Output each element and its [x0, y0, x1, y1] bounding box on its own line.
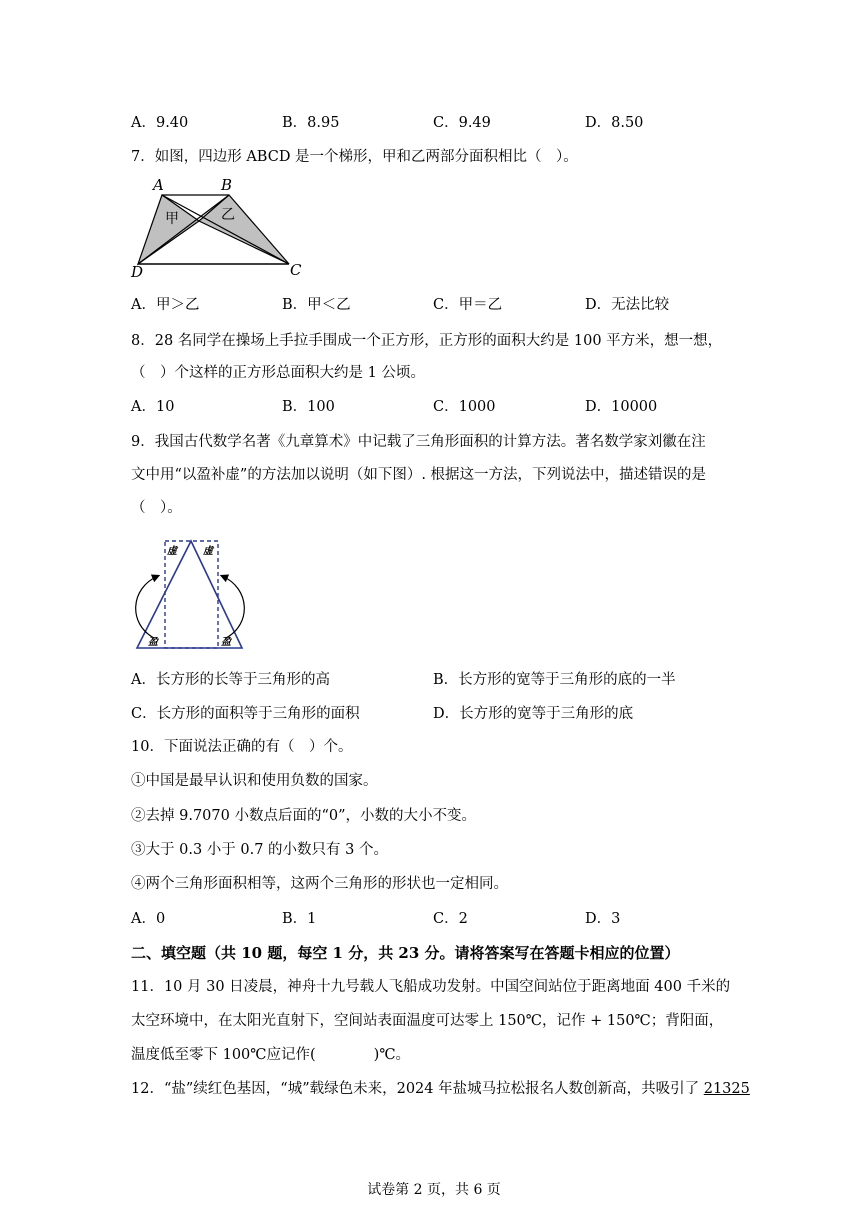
q9-option-d: D．长方形的宽等于三角形的底: [433, 706, 634, 722]
label-c: C: [290, 261, 302, 279]
q9-option-a: A．长方形的长等于三角形的高: [131, 672, 330, 688]
q6-option-a: A．9.40: [131, 115, 189, 131]
q9-stem-line1: 9．我国古代数学名著《九章算术》中记载了三角形面积的计算方法。著名数学家刘徽在注: [131, 434, 706, 450]
label-d: D: [131, 263, 144, 281]
label-xu-right: 虚: [203, 546, 213, 557]
label-ying-left: 盈: [148, 637, 158, 648]
label-a: A: [153, 176, 164, 194]
q7-option-d: D．无法比较: [585, 297, 670, 313]
q10-option-d: D．3: [585, 911, 621, 927]
q10-statement-4: ④两个三角形面积相等，这两个三角形的形状也一定相同。: [131, 876, 508, 892]
q8-option-d: D．10000: [585, 399, 658, 415]
q10-statement-3: ③大于 0.3 小于 0.7 的小数只有 3 个。: [131, 842, 388, 858]
page-footer: 试卷第 2 页，共 6 页: [367, 1182, 501, 1198]
q10-statement-2: ②去掉 9.7070 小数点后面的“0”，小数的大小不变。: [131, 808, 477, 824]
label-jia: 甲: [165, 211, 179, 227]
q6-option-d: D．8.50: [585, 115, 644, 131]
region-jia: [138, 195, 199, 264]
q9-option-c: C．长方形的面积等于三角形的面积: [131, 706, 360, 722]
q9-stem-line2: 文中用“以盈补虚”的方法加以说明（如下图）. 根据这一方法，下列说法中，描述错误的是: [131, 467, 707, 483]
q12-text: 12．“盐”续红色基因，“城”载绿色未来，2024 年盐城马拉松报名人数创新高，共吸引了: [131, 1081, 704, 1097]
q10-option-c: C．2: [433, 911, 468, 927]
q8-option-c: C．1000: [433, 399, 496, 415]
section-heading: 二、填空题（共 10 题，每空 1 分，共 23 分。请将答案写在答题卡相应的位置）: [131, 944, 680, 962]
triangle-outline: [137, 541, 242, 648]
q11-line2: 太空环境中，在太阳光直射下，空间站表面温度可达零上 150℃，记作 + 150℃；背阳面，: [131, 1013, 724, 1029]
q8-option-a: A．10: [131, 399, 175, 415]
q12-line1: [131, 1079, 750, 1099]
q10-option-b: B．1: [282, 911, 317, 927]
q10-statement-1: ①中国是最早认识和使用负数的国家。: [131, 773, 378, 789]
q11-line1: 11．10 月 30 日凌晨，神舟十九号载人飞船成功发射。中国空间站位于距离地面 400 千米的: [131, 979, 731, 995]
q12-underlined-number: 21325: [703, 1081, 750, 1097]
q8-stem-line2: （ ）个这样的正方形总面积大约是 1 公顷。: [131, 365, 425, 381]
q10-option-a: A．0: [131, 911, 166, 927]
q10-stem: 10．下面说法正确的有（ ）个。: [131, 739, 353, 755]
q6-option-b: B．8.95: [282, 115, 340, 131]
q8-option-b: B．100: [282, 399, 335, 415]
q7-stem: 7．如图，四边形 ABCD 是一个梯形，甲和乙两部分面积相比（ ）。: [131, 149, 578, 165]
rectangle-outline: [165, 541, 218, 648]
yingbuxu-figure: [128, 532, 253, 657]
q9-stem-line3: （ ）。: [131, 500, 182, 516]
q7-option-a: A．甲＞乙: [131, 297, 200, 313]
region-yi: [199, 195, 289, 264]
q6-option-c: C．9.49: [433, 115, 491, 131]
q7-option-b: B．甲＜乙: [282, 297, 351, 313]
q9-option-b: B．长方形的宽等于三角形的底的一半: [433, 672, 676, 688]
q11-line3: 温度低至零下 100℃应记作( )℃。: [131, 1047, 411, 1063]
trapezoid-figure: [125, 172, 315, 282]
q8-stem-line1: 8．28 名同学在操场上手拉手围成一个正方形，正方形的面积大约是 100 平方米，想一想，: [131, 333, 723, 349]
label-b: B: [221, 176, 233, 194]
q7-option-c: C．甲＝乙: [433, 297, 503, 313]
label-yi: 乙: [221, 207, 235, 223]
label-xu-left: 虚: [167, 546, 177, 557]
label-ying-right: 盈: [221, 637, 231, 648]
